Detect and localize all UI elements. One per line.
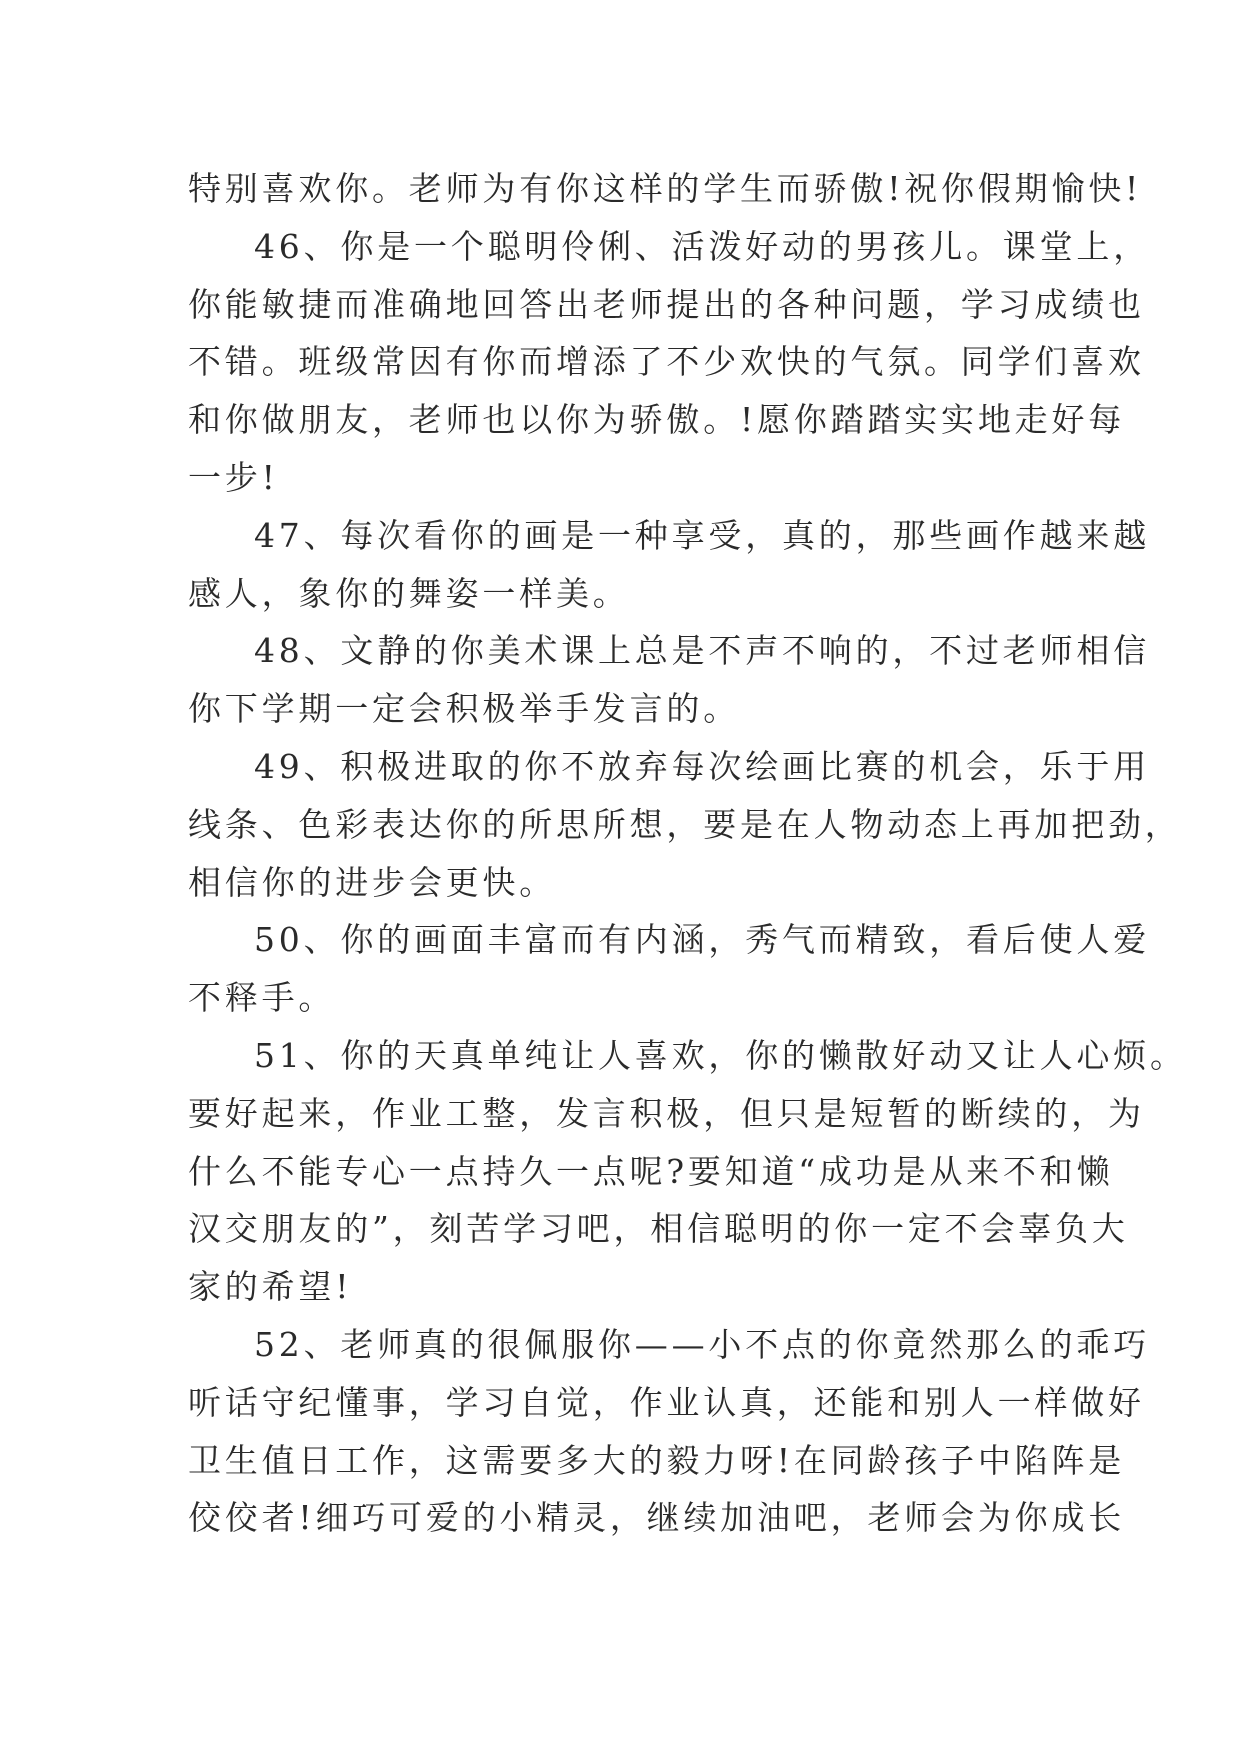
text-line: 听话守纪懂事，学习自觉，作业认真，还能和别人一样做好 [188,1382,1145,1422]
paragraph-47-start: 47、每次看你的画是一种享受，真的，那些画作越来越 [254,515,1150,555]
text-line: 一步! [188,457,279,497]
paragraph-49-start: 49、积极进取的你不放弃每次绘画比赛的机会，乐于用 [254,746,1150,786]
paragraph-48-start: 48、文静的你美术课上总是不声不响的，不过老师相信 [254,631,1150,671]
paragraph-46-start: 46、你是一个聪明伶俐、活泼好动的男孩儿。课堂上， [254,226,1150,266]
paragraph-50-start: 50、你的画面丰富而有内涵，秀气而精致，看后使人爱 [254,920,1150,960]
text-line: 佼佼者!细巧可爱的小精灵，继续加油吧，老师会为你成长 [188,1498,1126,1538]
text-line: 你能敏捷而准确地回答出老师提出的各种问题，学习成绩也 [188,284,1145,324]
text-line: 卫生值日工作，这需要多大的毅力呀!在同龄孩子中陷阵是 [188,1440,1126,1480]
text-line: 你下学期一定会积极举手发言的。 [188,689,740,729]
text-line: 汉交朋友的”，刻苦学习吧，相信聪明的你一定不会辜负大 [188,1209,1129,1249]
text-line: 什么不能专心一点持久一点呢?要知道“成功是从来不和懒 [188,1151,1114,1191]
document-body [188,160,1187,1547]
text-line: 线条、色彩表达你的所思所想，要是在人物动态上再加把劲， [188,804,1182,844]
text-line: 要好起来，作业工整，发言积极，但只是短暂的断续的，为 [188,1093,1145,1133]
text-line: 不错。班级常因有你而增添了不少欢快的气氛。同学们喜欢 [188,342,1145,382]
text-line: 感人，象你的舞姿一样美。 [188,573,630,613]
text-line: 家的希望! [188,1267,353,1307]
text-line: 和你做朋友，老师也以你为骄傲。!愿你踏踏实实地走好每 [188,400,1126,440]
paragraph-51-start: 51、你的天真单纯让人喜欢，你的懒散好动又让人心烦。 [254,1035,1187,1075]
paragraph-52-start: 52、老师真的很佩服你——小不点的你竟然那么的乖巧 [254,1324,1150,1364]
text-line: 不释手。 [188,978,336,1018]
text-line: 相信你的进步会更快。 [188,862,556,902]
text-line: 特别喜欢你。老师为有你这样的学生而骄傲!祝你假期愉快! [188,169,1143,208]
